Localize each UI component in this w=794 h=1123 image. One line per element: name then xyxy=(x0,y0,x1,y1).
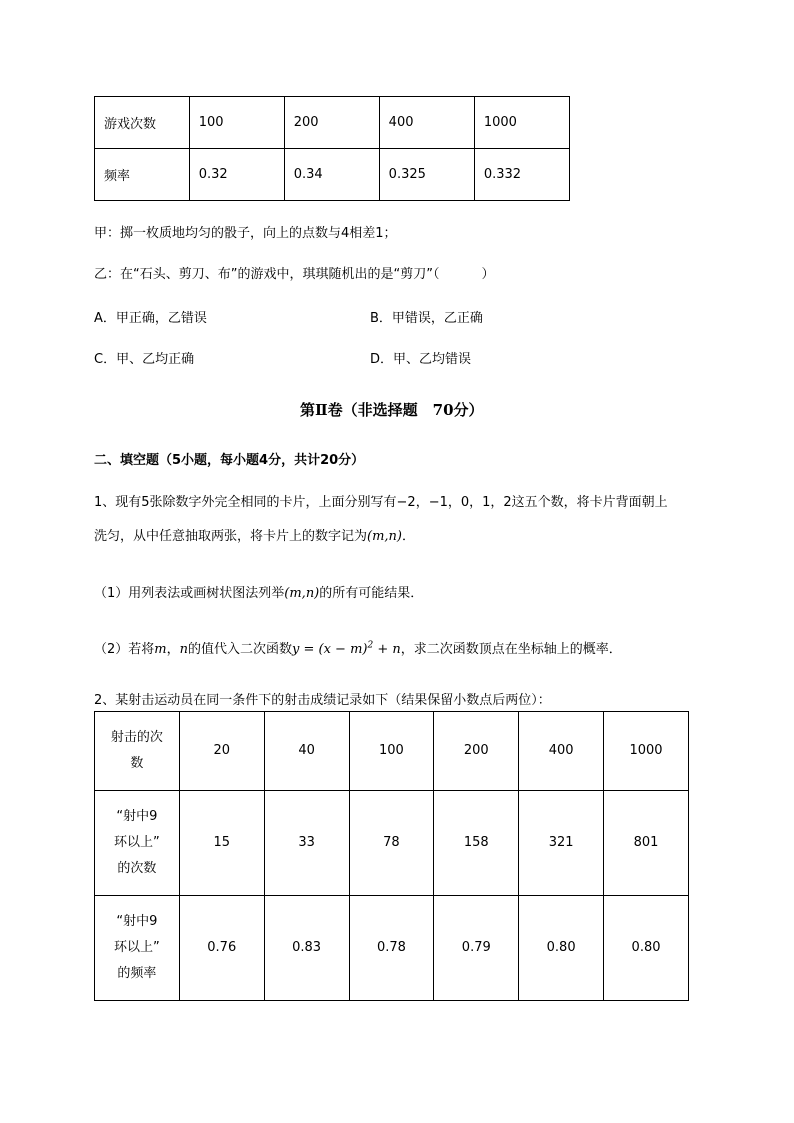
q1-mn: (m,n) xyxy=(367,529,402,544)
table-cell: 0.78 xyxy=(349,896,434,1001)
statement-yi xyxy=(94,263,494,282)
table-row xyxy=(95,149,570,201)
formula-exponent: 2 xyxy=(367,640,374,651)
statement-yi-end: ） xyxy=(481,267,495,282)
q1-sub2-mid: 的值代入二次函数 xyxy=(188,642,293,657)
table-cell: 100 xyxy=(349,712,434,791)
table-cell: 400 xyxy=(519,712,604,791)
section-title: 二、填空题（5小题，每小题4分，共计20分） xyxy=(94,453,365,468)
table-cell: 100 xyxy=(189,97,284,149)
formula-main: y = (x − m) xyxy=(292,642,368,657)
q1-sub1-end: 的所有可能结果． xyxy=(319,586,424,601)
q1-line2-text: 洗匀，从中任意抽取两张，将卡片上的数字记为 xyxy=(94,529,368,544)
cell-line: “射中9 xyxy=(116,914,158,929)
table-cell: 0.80 xyxy=(604,896,689,1001)
table-header-cell xyxy=(95,896,180,1001)
table-cell: 0.76 xyxy=(179,896,264,1001)
statement-yi-text: 乙：在“石头、剪刀、布”的游戏中，琪琪随机出的是“剪刀”（ xyxy=(94,267,440,282)
frequency-table-1 xyxy=(94,96,570,201)
table-cell: 15 xyxy=(179,791,264,896)
table-cell: 78 xyxy=(349,791,434,896)
shooting-table xyxy=(94,711,689,1001)
table-cell: 0.325 xyxy=(379,149,474,201)
q1-sub2-end: ，求二次函数顶点在坐标轴上的概率． xyxy=(400,642,622,657)
table-cell: 0.83 xyxy=(264,896,349,1001)
table-cell: 0.80 xyxy=(519,896,604,1001)
option-b: B．甲错误，乙正确 xyxy=(370,311,483,326)
cell-line: 环以上” xyxy=(114,940,160,955)
table-cell: 0.79 xyxy=(434,896,519,1001)
table-cell: 0.332 xyxy=(474,149,569,201)
q2-intro: 2、某射击运动员在同一条件下的射击成绩记录如下（结果保留小数点后两位）： xyxy=(94,693,551,708)
part-title: 第Ⅱ卷（非选择题 70分） xyxy=(300,401,484,419)
table-cell: 801 xyxy=(604,791,689,896)
table-cell: 321 xyxy=(519,791,604,896)
table-header-cell xyxy=(95,791,180,896)
table-cell: 200 xyxy=(284,97,379,149)
quadratic-formula xyxy=(292,642,401,657)
table-cell: 1000 xyxy=(474,97,569,149)
option-a: A．甲正确，乙错误 xyxy=(94,311,207,326)
table-row xyxy=(95,896,689,1001)
cell-line: 环以上” xyxy=(114,835,160,850)
table-row xyxy=(95,712,689,791)
cell-line: 数 xyxy=(130,756,144,771)
table-cell: 33 xyxy=(264,791,349,896)
statement-jia: 甲：掷一枚质地均匀的骰子，向上的点数与4相差1； xyxy=(94,226,397,241)
q1-sub1-mn: (m,n) xyxy=(284,586,320,601)
option-c: C．甲、乙均正确 xyxy=(94,352,195,367)
q1-sub1 xyxy=(94,582,423,601)
q1-sub2 xyxy=(94,638,622,657)
table-cell: 200 xyxy=(434,712,519,791)
table-cell: 游戏次数 xyxy=(95,97,190,149)
table-cell: 0.32 xyxy=(189,149,284,201)
table-cell: 400 xyxy=(379,97,474,149)
table-cell: 1000 xyxy=(604,712,689,791)
cell-line: 射击的次 xyxy=(110,730,163,745)
option-d: D．甲、乙均错误 xyxy=(370,352,472,367)
q1-line1: 1、现有5张除数字外完全相同的卡片，上面分别写有−2，−1，0，1，2这五个数，将卡片背面朝上 xyxy=(94,495,668,510)
cell-line: “射中9 xyxy=(116,809,158,824)
table-cell: 0.34 xyxy=(284,149,379,201)
q1-sub1-text: （1）用列表法或画树状图法列举 xyxy=(94,586,285,601)
q1-sub2-text: （2）若将 xyxy=(94,642,155,657)
cell-line: 的频率 xyxy=(117,966,157,981)
q1-sub2-sep: ， xyxy=(166,642,180,657)
table-header-cell xyxy=(95,712,180,791)
table-row xyxy=(95,791,689,896)
q1-line2-end: ． xyxy=(402,529,416,544)
table-cell: 40 xyxy=(264,712,349,791)
table-row xyxy=(95,97,570,149)
q1-sub2-n: n xyxy=(179,642,188,657)
table-cell: 20 xyxy=(179,712,264,791)
q1-line2 xyxy=(94,525,415,544)
table-cell: 158 xyxy=(434,791,519,896)
formula-tail: + n xyxy=(373,642,401,657)
table-cell: 频率 xyxy=(95,149,190,201)
cell-line: 的次数 xyxy=(117,861,157,876)
q1-sub2-m: m xyxy=(154,642,167,657)
